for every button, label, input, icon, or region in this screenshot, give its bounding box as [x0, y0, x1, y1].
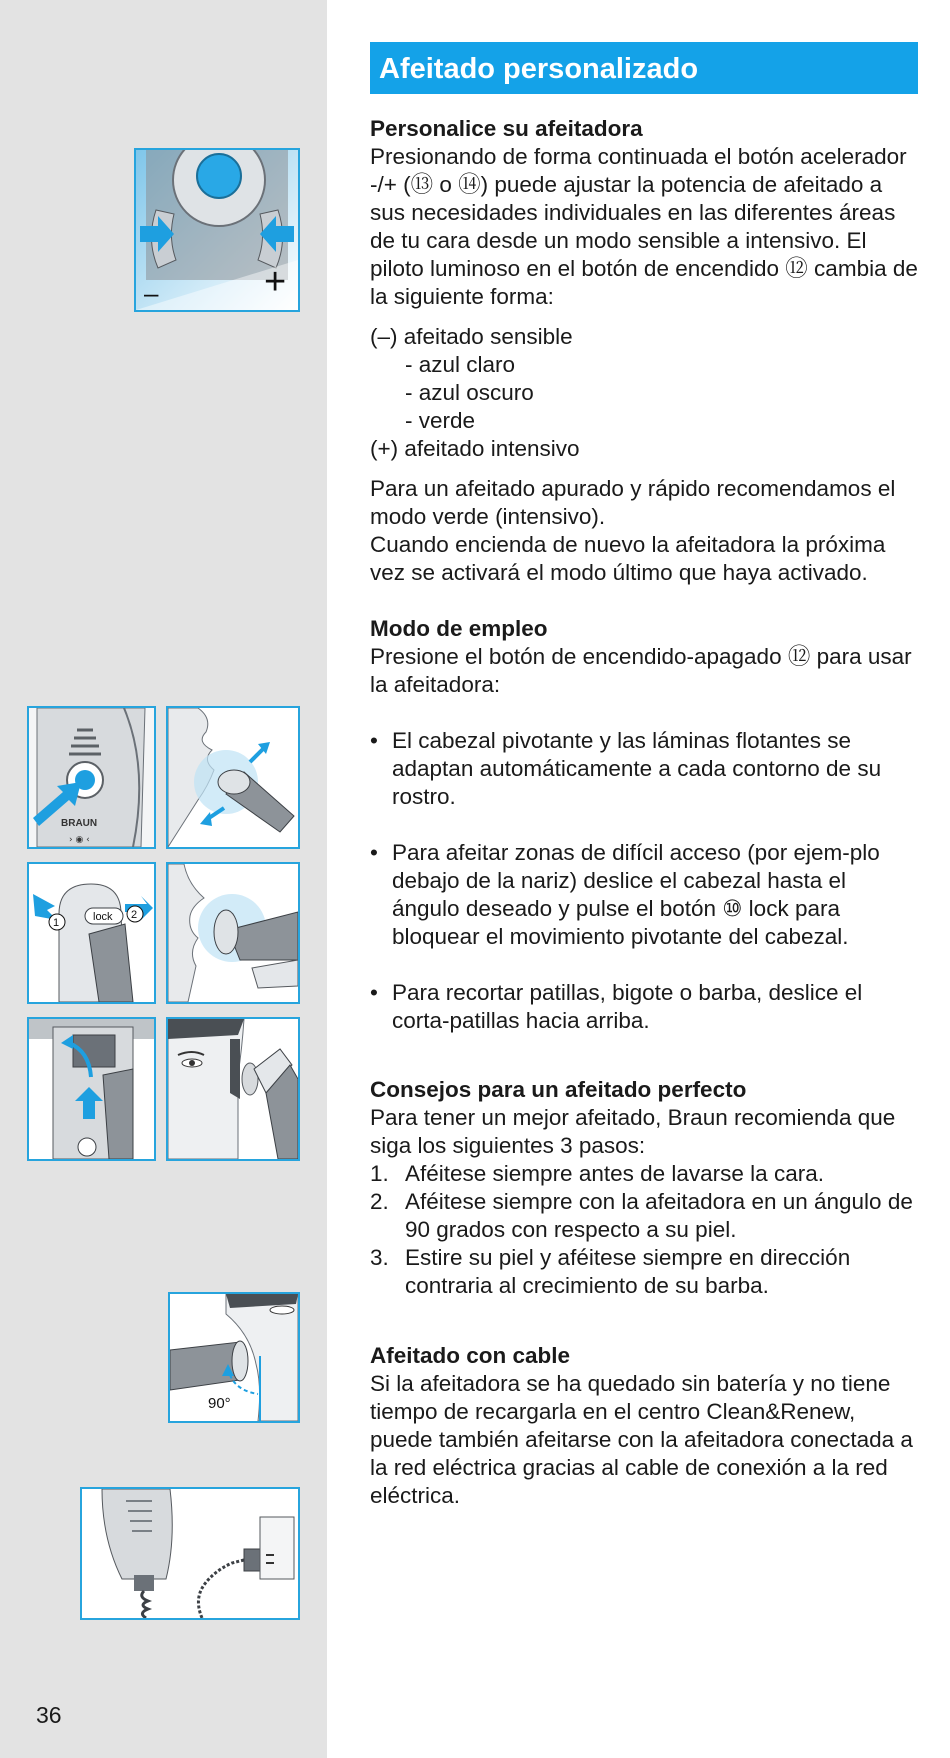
bullet-text: Para afeitar zonas de difícil acceso (por ejem-plo debajo de la nariz) deslice el cabezal hasta el ángulo deseado y pulse el botón ⑩ lock para bloquear el movimiento pivotante del cabezal. — [392, 840, 880, 949]
recommendation-text: Para un afeitado apurado y rápido recomendamos el modo verde (intensivo). — [370, 476, 896, 529]
figure-90-degree-angle — [168, 1292, 300, 1423]
step-number: 3. — [370, 1245, 389, 1270]
cord-shaving-illustration — [82, 1489, 298, 1618]
lock-head-illustration — [29, 864, 154, 1002]
section-heading-cord: Afeitado con cable — [370, 1343, 571, 1368]
bullet-text: Para recortar patillas, bigote o barba, deslice el corta-patillas hacia arriba. — [392, 980, 863, 1033]
mode-list — [370, 323, 918, 463]
plus-label: + — [264, 261, 287, 303]
angle-illustration — [170, 1294, 298, 1421]
step-number: 2. — [370, 1189, 389, 1214]
bullet-dot: • — [370, 728, 378, 753]
step-text: Estire su piel y aféitese siempre en dirección contraria al crecimiento de su barba. — [405, 1245, 851, 1298]
trimmer-up-illustration — [29, 1019, 154, 1159]
main-content — [370, 42, 918, 1510]
on-off-illustration — [29, 708, 154, 847]
tips-intro: Para tener un mejor afeitado, Braun recomienda que siga los siguientes 3 pasos: — [370, 1105, 896, 1158]
mode-item: - azul oscuro — [405, 380, 534, 405]
under-nose-illustration — [168, 864, 298, 1002]
figure-speed-buttons — [134, 148, 300, 312]
step-item — [370, 1188, 918, 1244]
bullet-item — [370, 727, 918, 811]
bullet-text: El cabezal pivotante y las láminas flotantes se adaptan automáticamente a cada contorno de su rostro. — [392, 728, 882, 809]
figure-cord-shaving — [80, 1487, 300, 1620]
section-heading-personalize: Personalice su afeitadora — [370, 116, 643, 141]
bullet-item — [370, 979, 918, 1035]
figure-on-off-button — [27, 706, 156, 849]
section-body-personalize: Presionando de forma continuada el botón acelerador -/+ (⑬ o ⑭) puede ajustar la potencia de afeitado a sus necesidades individuales en las diferentes áreas de tu cara desde un modo sensible a intensivo. El piloto luminoso en el botón de encendido ⑫ cambia de la siguiente forma: — [370, 144, 918, 309]
usage-intro: Presione el botón de encendido-apagado ⑫ para usar la afeitadora: — [370, 644, 912, 697]
speed-buttons-illustration — [136, 150, 298, 310]
mode-item: - azul claro — [405, 352, 516, 377]
page-title: Afeitado personalizado — [370, 42, 918, 94]
figure-under-nose — [166, 862, 300, 1004]
figure-lock-head — [27, 862, 156, 1004]
figure-sideburn-trim — [166, 1017, 300, 1161]
mode-end: (+) afeitado intensivo — [370, 436, 580, 461]
mode-start: (–) afeitado sensible — [370, 324, 573, 349]
bullet-dot: • — [370, 980, 378, 1005]
bullet-item — [370, 839, 918, 951]
cord-body: Si la afeitadora se ha quedado sin batería y no tiene tiempo de recargarla en el centro Clean&Renew, puede también afeitarse con la afeitadora conectada a la red eléctrica gracias al cable de conexión a la red eléctrica. — [370, 1371, 913, 1508]
brand-label: BRAUN — [61, 818, 98, 829]
svg-text:› ◉ ‹: › ◉ ‹ — [69, 835, 90, 845]
step-text: Aféitese siempre antes de lavarse la cara. — [405, 1161, 824, 1186]
section-heading-usage: Modo de empleo — [370, 616, 548, 641]
page-number: 36 — [36, 1702, 62, 1728]
last-mode-text: Cuando encienda de nuevo la afeitadora la próxima vez se activará el modo último que haya activado. — [370, 532, 886, 585]
step-item — [370, 1244, 918, 1300]
step1-label: 1 — [53, 917, 60, 929]
minus-label: – — [144, 278, 159, 308]
chin-shaving-illustration — [168, 708, 298, 847]
left-margin — [0, 0, 327, 1758]
mode-item: - verde — [405, 408, 476, 433]
step-number: 1. — [370, 1161, 389, 1186]
angle-label: 90° — [208, 1395, 231, 1412]
step2-label: 2 — [131, 909, 138, 921]
figure-trimmer-up — [27, 1017, 156, 1161]
lock-label: lock — [93, 911, 113, 923]
sideburn-trim-illustration — [168, 1019, 298, 1159]
step-item — [370, 1160, 918, 1188]
bullet-dot: • — [370, 840, 378, 865]
step-text: Aféitese siempre con la afeitadora en un ángulo de 90 grados con respecto a su piel. — [405, 1189, 913, 1242]
figure-chin-shaving — [166, 706, 300, 849]
section-heading-tips: Consejos para un afeitado perfecto — [370, 1077, 747, 1102]
